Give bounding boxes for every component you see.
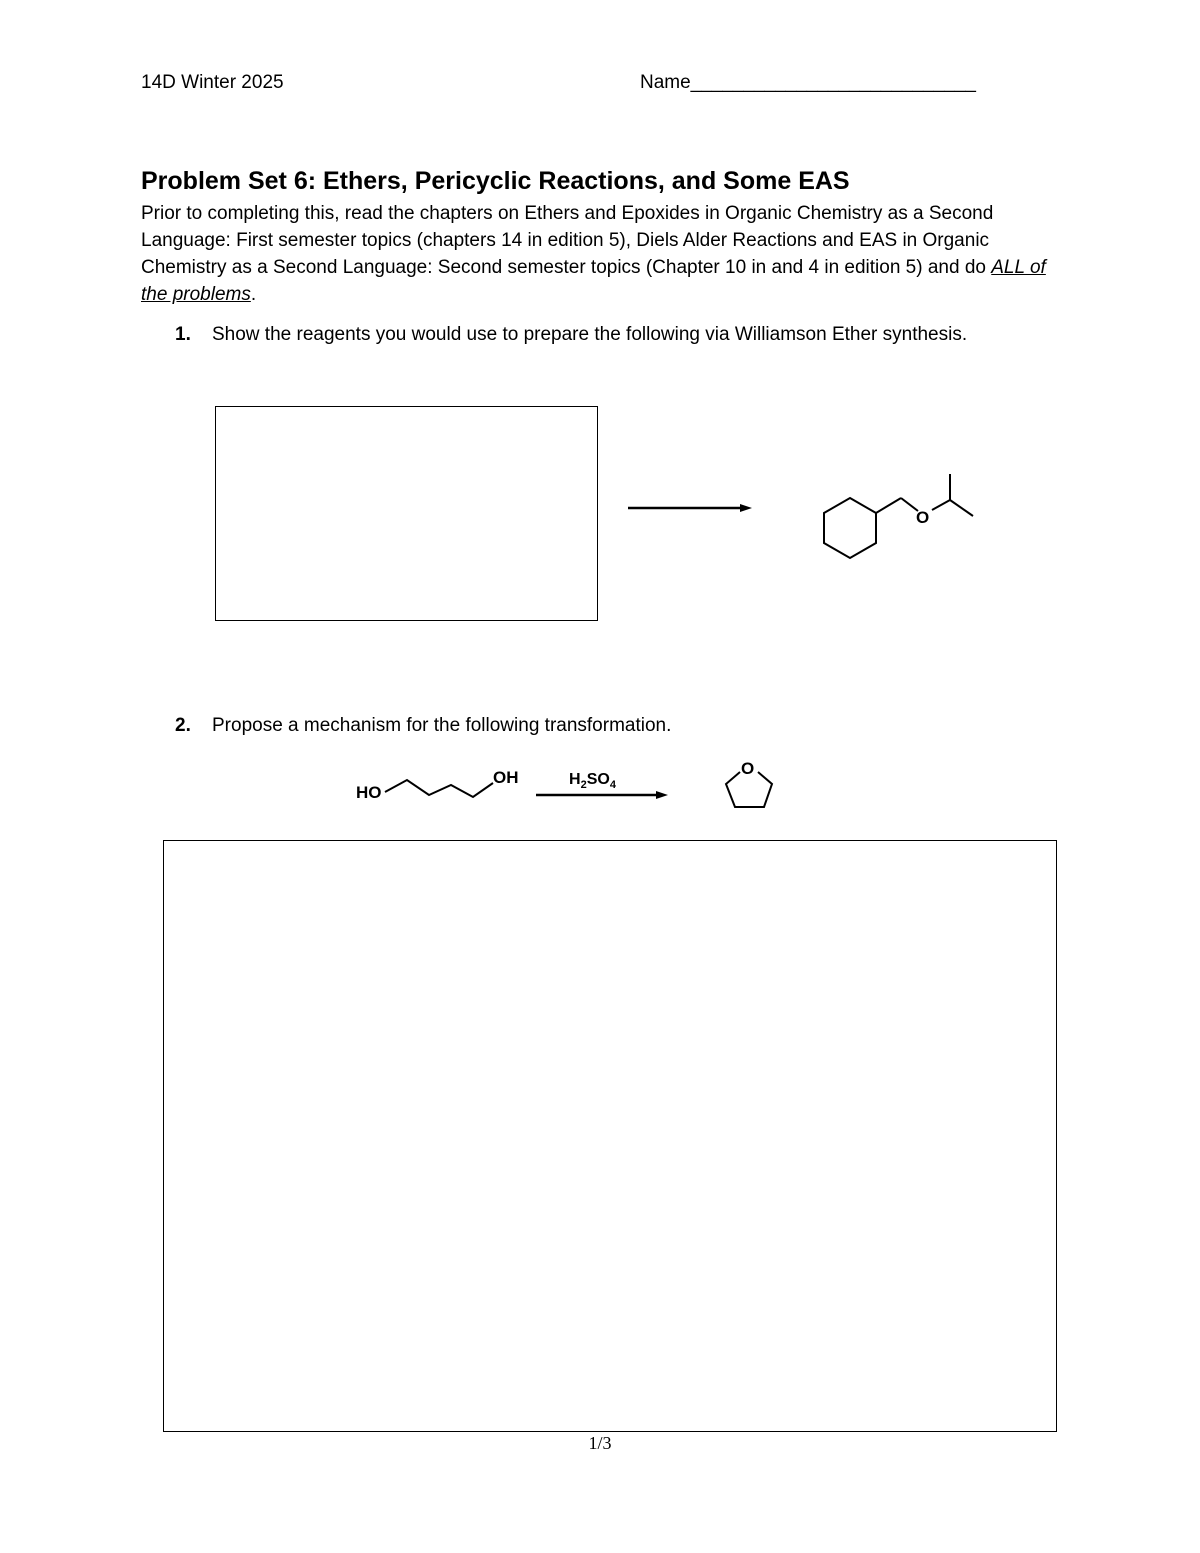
question-2-answer-box[interactable] (163, 840, 1057, 1432)
question-2-number: 2. (175, 715, 191, 736)
reaction-arrow-head (740, 504, 752, 512)
reaction-arrow-head (656, 791, 668, 799)
ether-bond-right (932, 500, 950, 510)
name-field: Name___________________________ (640, 72, 976, 93)
page-number: 1/3 (588, 1433, 612, 1453)
course-header: 14D Winter 2025 (141, 72, 284, 93)
cyclohexane-ring (824, 498, 876, 558)
isopropyl-methyl-right (950, 500, 973, 516)
page-title: Problem Set 6: Ethers, Pericyclic Reactions, and Some EAS (141, 167, 850, 195)
methylene-bond (876, 498, 901, 513)
ether-oxygen-label: O (916, 508, 930, 527)
question-1-answer-box[interactable] (215, 406, 598, 621)
butanediol-chain (385, 780, 493, 797)
reagent-label: $H_2SO_4$ (569, 771, 616, 791)
thf-oxygen-label: O (741, 759, 755, 778)
hydroxyl-left-label: HO (356, 783, 382, 802)
hydroxyl-right-label: OH (493, 768, 519, 787)
intro-paragraph (141, 200, 1071, 308)
question-2-scheme (350, 755, 790, 820)
question-1-scheme (620, 460, 1000, 570)
question-1-text: Show the reagents you would use to prepare the following via Williamson Ether synthesis. (212, 324, 968, 345)
intro-end: . (250, 284, 257, 305)
question-1-number: 1. (175, 324, 191, 345)
question-2-text: Propose a mechanism for the following transformation. (212, 715, 672, 736)
intro-emphasis: ALL of the problems (141, 257, 1046, 305)
intro-text: Prior to completing this, read the chapters on Ethers and Epoxides in Organic Chemistry as a Second Language: First semester topics (chapters 14 in edition 5), Diels Alder Reactions and EAS in Organic Chemistry as a Second Language: Second semester topics (Chapter 10 in and 4 in edition 5) and do (141, 203, 994, 278)
